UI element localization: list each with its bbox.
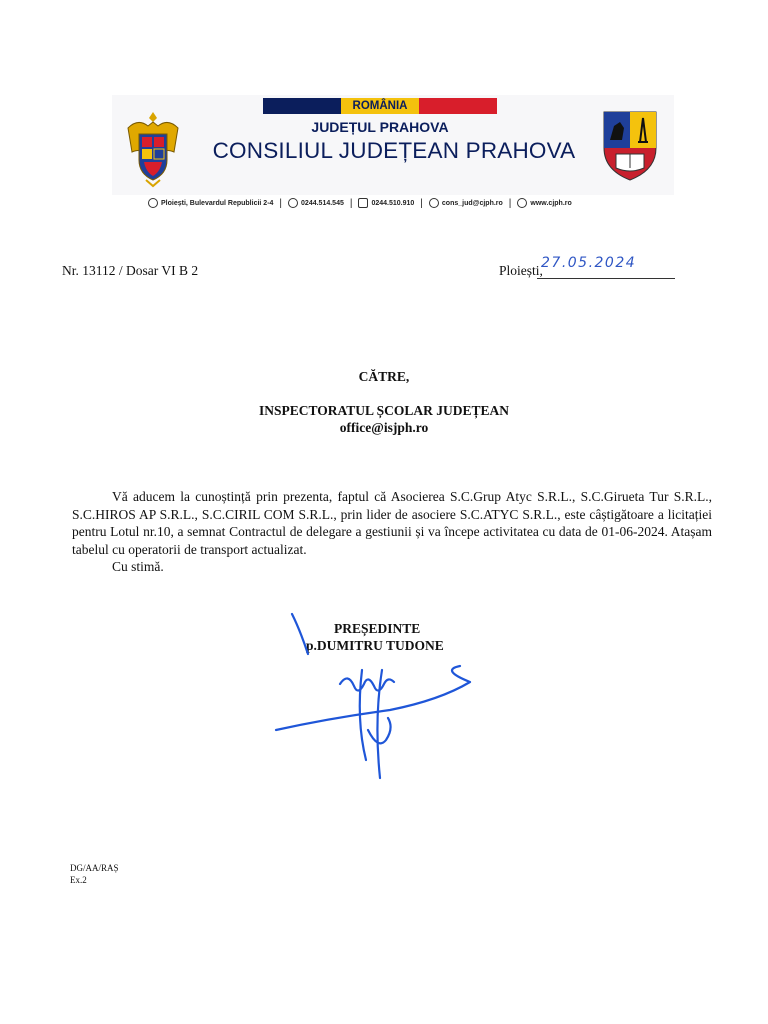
council-name: CONSILIUL JUDEȚEAN PRAHOVA bbox=[212, 138, 576, 163]
signer-name: p.DUMITRU TUDONE bbox=[306, 638, 444, 653]
document-reference: Nr. 13112 / Dosar VI B 2 bbox=[62, 263, 199, 278]
recipient-email: office@isjph.ro bbox=[339, 420, 429, 435]
footer-reference: DG/AA/RAȘ bbox=[70, 863, 119, 873]
contact-separator: | bbox=[508, 197, 512, 209]
county-name: JUDEȚUL PRAHOVA bbox=[311, 119, 449, 135]
footer-copy-number: Ex.2 bbox=[70, 875, 87, 885]
handwritten-signature-icon bbox=[270, 610, 480, 785]
globe-icon bbox=[517, 198, 527, 208]
prahova-coat-of-arms-icon bbox=[600, 108, 660, 182]
contact-phone: 0244.514.545 bbox=[301, 199, 344, 207]
to-label: CĂTRE, bbox=[358, 369, 410, 384]
letter-body: Vă aducem la cunoștință prin prezenta, faptul că Asocierea S.C.Grup Atyc S.R.L., S.C.Girueta Tur S.R.L., S.C.HIROS AP S.R.L., S.C.CIRIL COM S.R.L., prin lider de asociere S.C.ATYC S.R.L., este câștigătoare a licitației pentru Lotul nr.10, a semnat Contractul de delegare a gestiunii și va începe activitatea cu data de 01-06-2024. Atașam tabelul cu operatorii de transport actualizat. bbox=[72, 489, 712, 557]
location-pin-icon bbox=[148, 198, 158, 208]
handwritten-date: 27.05.2024 bbox=[537, 255, 675, 279]
contact-line bbox=[148, 194, 648, 212]
contact-separator: | bbox=[420, 197, 423, 209]
country-label: ROMÂNIA bbox=[352, 100, 408, 112]
fax-icon bbox=[358, 198, 368, 208]
contact-fax: 0244.510.910 bbox=[371, 199, 415, 207]
contact-website: www.cjph.ro bbox=[530, 199, 572, 207]
contact-email: cons_jud@cjph.ro bbox=[441, 199, 503, 207]
contact-separator: | bbox=[279, 197, 283, 209]
recipient-name: INSPECTORATUL ȘCOLAR JUDEȚEAN bbox=[258, 403, 510, 418]
romania-coat-of-arms-icon bbox=[124, 108, 182, 188]
contact-separator: | bbox=[349, 197, 353, 209]
closing-salutation: Cu stimă. bbox=[112, 559, 164, 574]
phone-icon bbox=[288, 198, 298, 208]
document-place: Ploiești, bbox=[499, 263, 543, 278]
contact-address: Ploiești, Bulevardul Republicii 2-4 bbox=[161, 199, 274, 207]
email-icon bbox=[429, 198, 439, 208]
signer-role: PREȘEDINTE bbox=[334, 621, 421, 636]
